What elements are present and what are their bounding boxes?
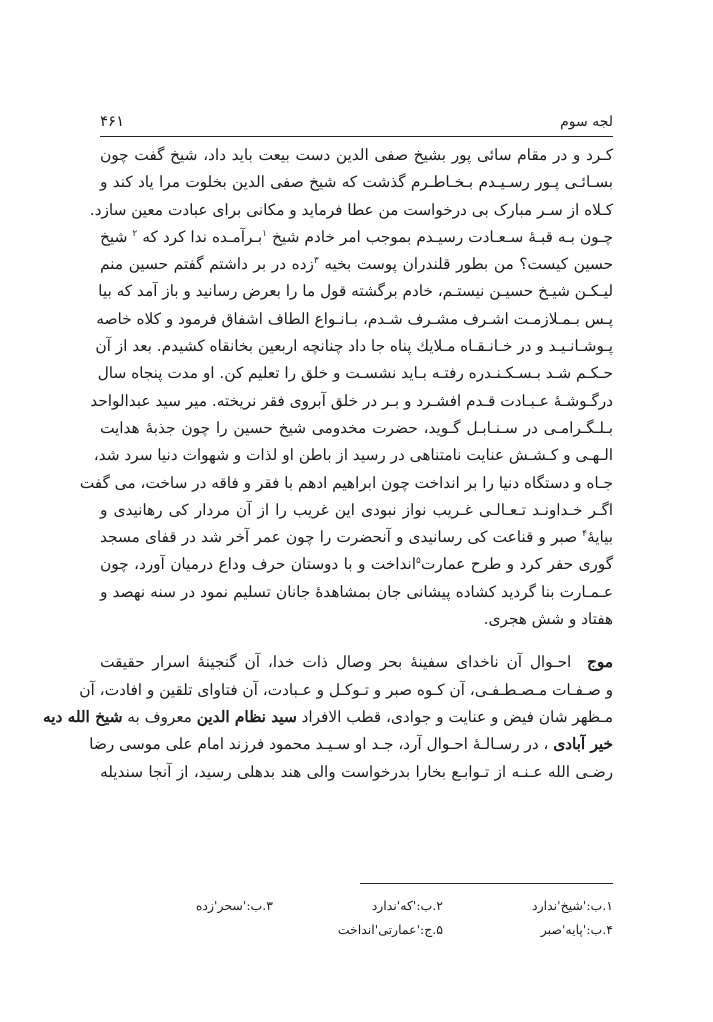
section-line: و صـفـات مـصـطـفـی، آن کـوه صبر و تـوکـل و عـبادت، آن فتاوای تلقین و افادت، آن	[79, 680, 613, 699]
text-line: کـلاه از سـر مبارک بی درخواست من عطا فرماید و مکانی برای عبادت معین سازد.	[89, 200, 613, 219]
text-line: چـون بـه قبـهٔ سـعـادت رسیـدم بموجب امر خادم شیخ $^۱$بـرآمـده ندا کرد که $^۲$ شیخ	[100, 227, 613, 246]
footnote-marker: ۱	[262, 228, 267, 239]
text-line: حـکـم شـد بـسـکـنـدره رفتـه بـاید نشسـت و خلق را تعلیم کن. او مدت پنجاه سال	[97, 364, 613, 383]
section-keyword: موج	[587, 653, 613, 672]
text-line: بسـائـی پـور رسـیـدم بـخـاطـرم گذشت که شیخ صفی الدین بخلوت مرا یاد کند و	[100, 173, 613, 192]
footnote-marker: ۳	[313, 256, 319, 267]
text-line: پـس بـمـلازمـت اشـرف مشـرف شـدم، بـانـواع الطاف اشفاق فرمود و کلاه خاصه	[96, 309, 613, 328]
section-line: موج احـوال آن ناخدای سفینهٔ بحر وصال ذات خدا، آن گنجینهٔ اسرار حقیقت	[100, 653, 613, 672]
page-number: ۴۶۱	[100, 112, 125, 130]
footnote-marker: ۲	[132, 228, 138, 239]
text-line: بـلـگـرامـی در سـنـابـل گـوید، حضرت مخدومی شیخ حسین را چون جذبهٔ هدایت	[100, 418, 613, 437]
footnote-rule	[360, 883, 613, 884]
section-line: مـظهر شان فیض و عنایت و جوادی، قطب الافراد سید نظام الدین معروف به شیخ الله دیه	[43, 707, 613, 726]
text-line: بیایهٔ$^۴$ صبر و قناعت کی رسانیدی و آنحضرت را چون عمر آخر شد در قفای مسجد	[100, 528, 613, 547]
footnote: ۲.ب:'که'ندارد	[371, 898, 443, 913]
footnote: ۵.ج:'عمارتی'انداخت	[337, 922, 443, 937]
text-line: پـوشـانـیـد و در خـانـقـاه مـلایك پناه جا داد چنانچه اربعین بخانقاه کشیدم. بعد از آن	[95, 337, 613, 356]
text-line: الـهـی و کـشـش عنایت نامتناهی در رسید از باطن او لذات و شهوات دنیا سرد شد،	[93, 446, 613, 465]
text-line: حسین کیست؟ من بطور قلندران پوست بخیه $^۳$زده در بر داشتم گفتم حسین منم	[100, 255, 613, 274]
footnote: ۳.ب:'سحر'زده	[195, 898, 273, 913]
header-rule	[100, 136, 613, 137]
text-line: هفتاد و شش هجری.	[483, 610, 613, 629]
footnotes	[100, 894, 613, 942]
text-line: اگـر خـداونـد تـعـالـی غـریب نواز نبودی این غریب را از آن مردار کی رهانیدی و	[100, 500, 613, 519]
bold-name: خیر آبادی	[553, 735, 613, 754]
footnote: ۴.ب:'پایه'صبر	[540, 922, 613, 937]
footnote-marker: ۴	[582, 529, 587, 540]
text-line: جـاه و دستگاه دنیا را بر انداخت چون ابراهیم ادهم با فقر و فاقه در ساخت، می گفت	[79, 473, 613, 492]
footnote: ۱.ب:'شیخ'ندارد	[532, 898, 613, 913]
section-line: رضـی الله عـنـه از تـوابـع بخارا بدرخواست والی هند بدهلی رسید، از آنجا سندیله	[100, 762, 613, 781]
bold-name: سید نظام الدین	[196, 707, 297, 726]
text-line: گوری حفر کرد و طرح عمارت$^۵$انداخت و با دوستان حرف وداع درمیان آورد، چون	[100, 555, 613, 574]
text-line: عـمـارت بنا گردید کشاده پیشانی جان بمشاهدهٔ جانان تسلیم نمود در سنه نهصد و	[100, 582, 613, 601]
text-line: کـرد و در مقام سائی پور بشیخ صفی الدین دست بیعت باید داد، شیخ گفت چون	[100, 146, 613, 164]
chapter-title: لجه سوم	[560, 114, 613, 130]
text-line: لیـکـن شیـخ حسیـن نیستـم، خادم برگشته قول ما را بعرض رسانید و باز آمد که بیا	[98, 282, 613, 301]
footnote-marker: ۵	[416, 556, 421, 567]
running-header	[100, 108, 613, 138]
main-text	[43, 142, 613, 786]
text-line: درگـوشـهٔ عـبـادت قـدم افشـرد و بـر در خلق آبروی فقر نریخته. میر سید عبدالواحد	[90, 391, 613, 410]
section-line: خیر آبادی ، در رسـالـهٔ احـوال آرد، جـد او سـیـد محمود فرزند امام علی موسی رضا	[89, 735, 613, 754]
bold-name: شیخ الله دیه	[43, 707, 123, 726]
